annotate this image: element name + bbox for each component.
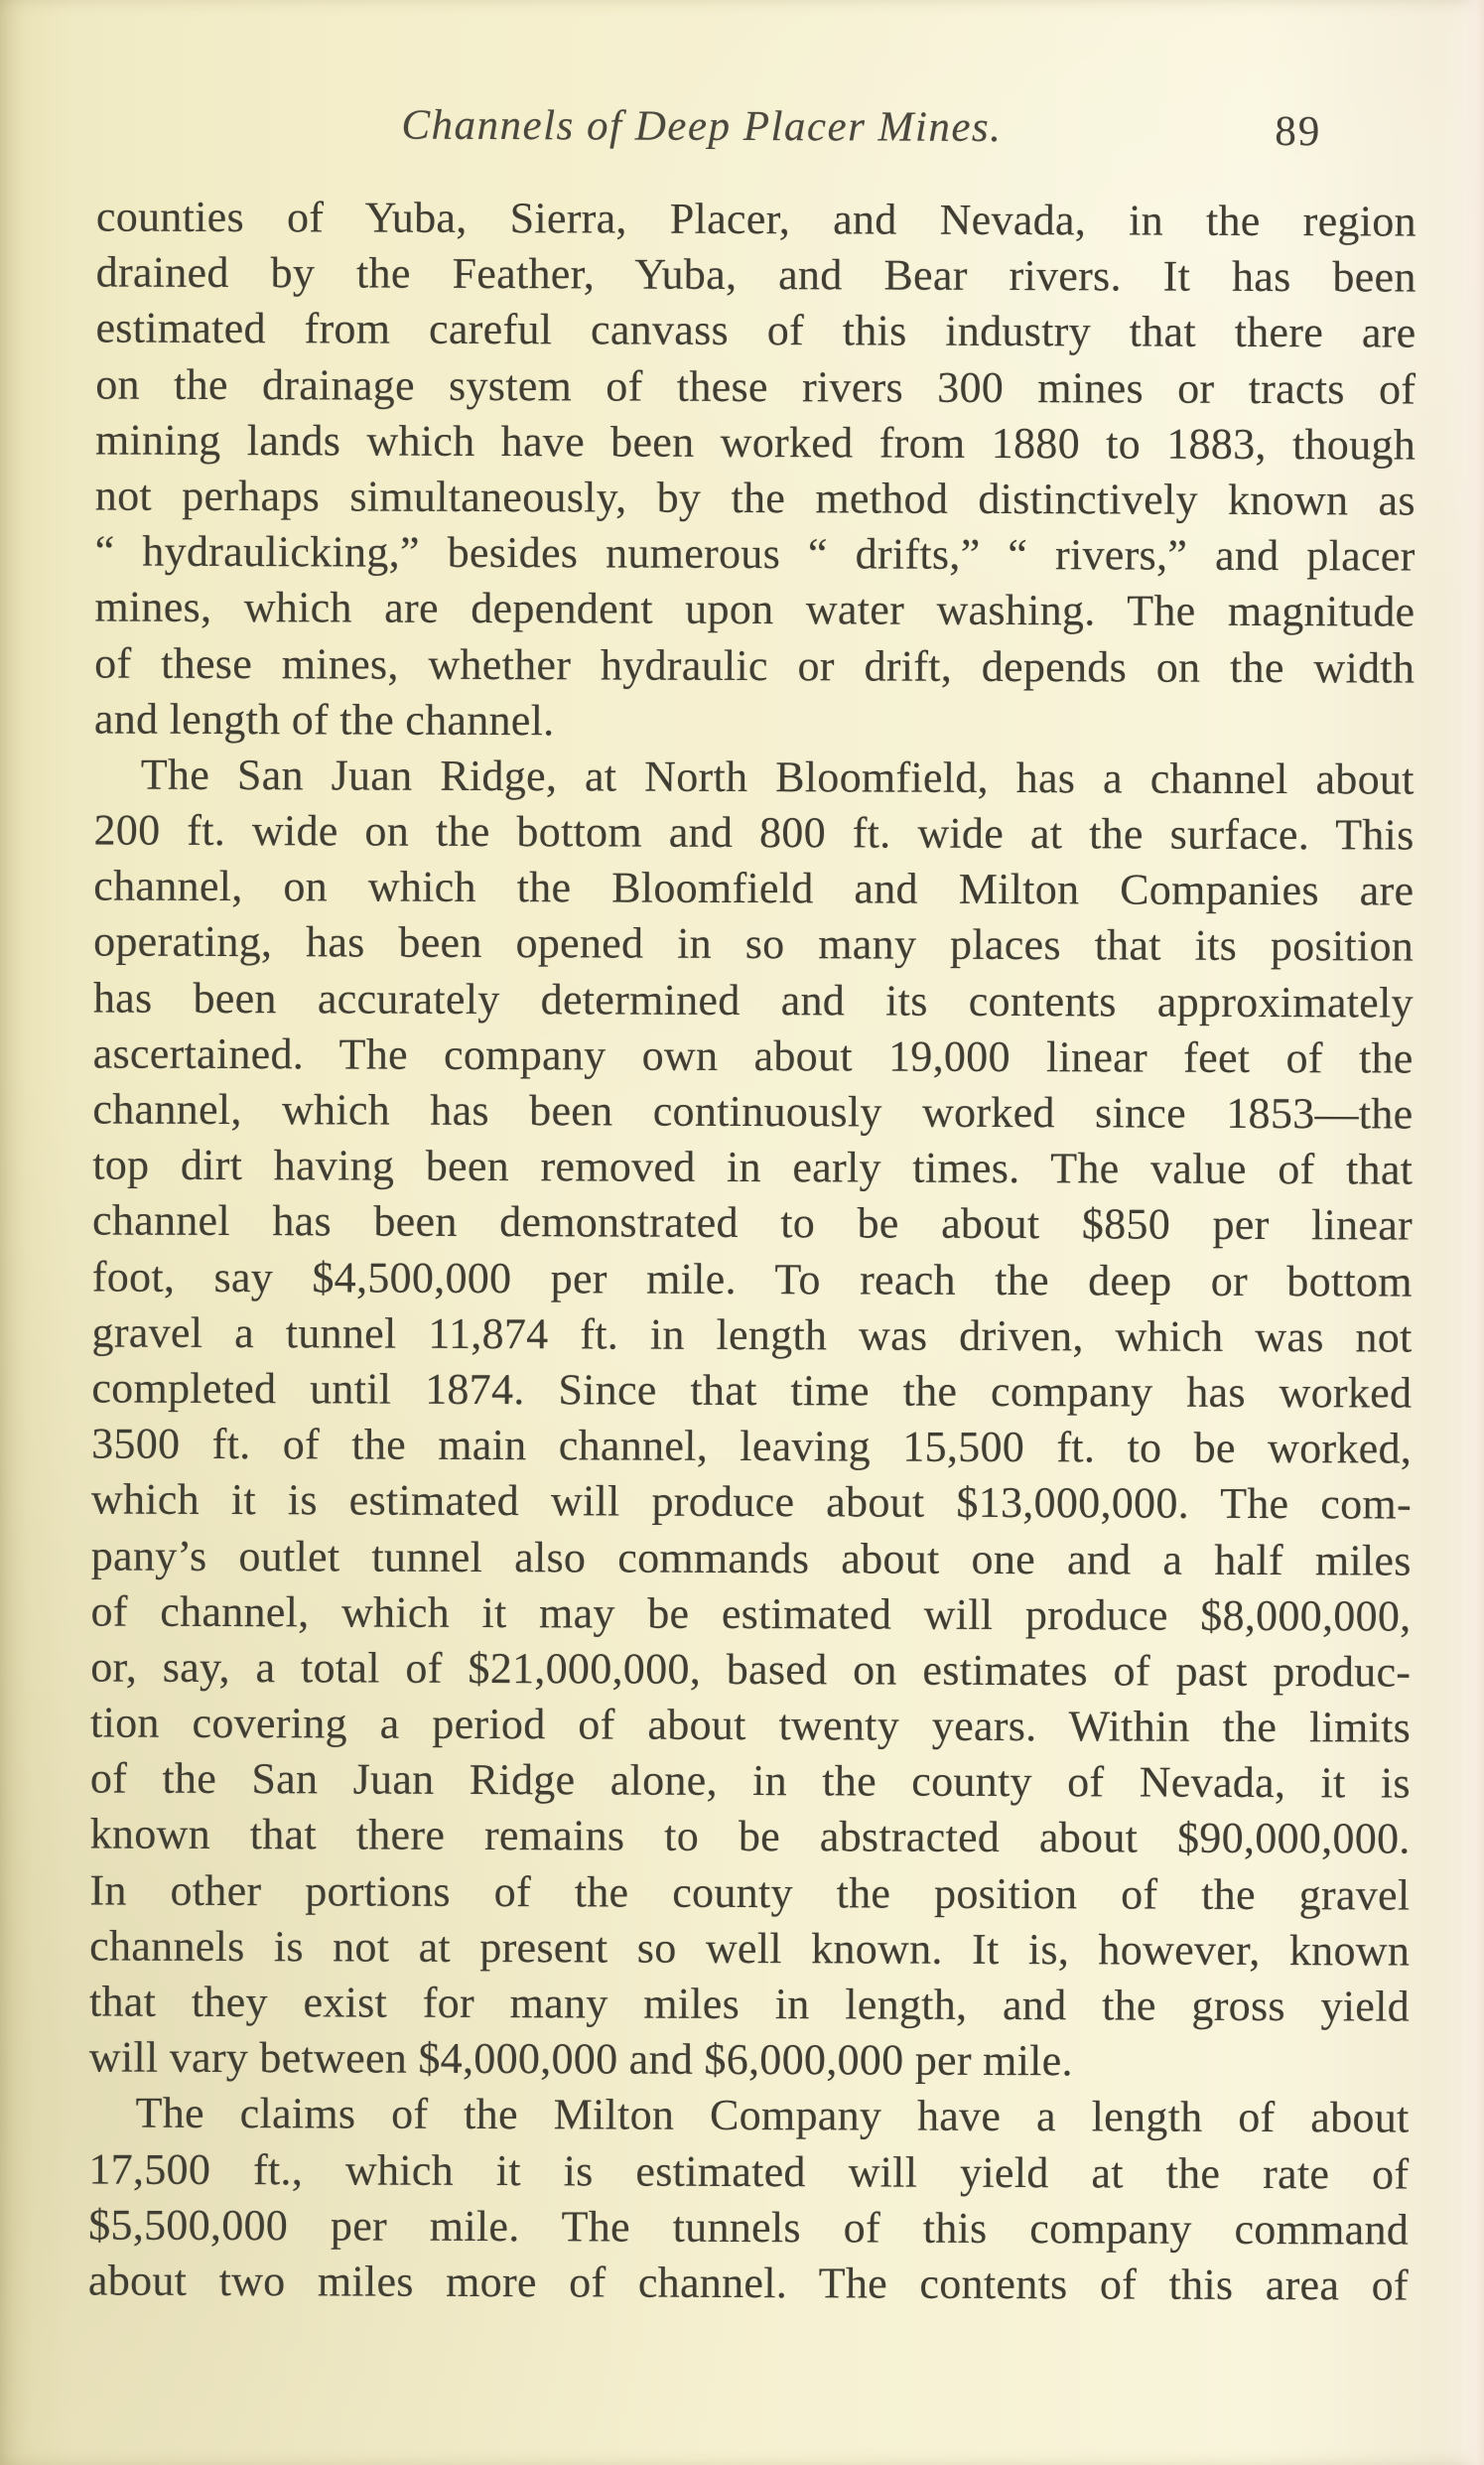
text-line: channel, which has been continuously worked since 1853—the [92, 1084, 1414, 1139]
text-line: of the San Juan Ridge alone, in the county of Nevada, it is [89, 1753, 1411, 1808]
text-block [88, 189, 1417, 2313]
paragraph [89, 747, 1415, 2091]
text-line: which it is estimated will produce about $13,000,000. The com- [90, 1474, 1413, 1529]
text-line: mines, which are dependent upon water washing. The magnitude [94, 582, 1416, 636]
text-line: will vary between $4,000,000 and $6,000,000 per mile. [88, 2032, 1073, 2086]
text-line: and length of the channel. [93, 694, 555, 745]
page-number: 89 [1275, 108, 1322, 156]
text-line: channels is not at present so well known. It is, however, known [89, 1921, 1411, 1976]
text-line: The San Juan Ridge, at North Bloomfield, has a channel about [140, 750, 1415, 804]
running-header [4, 0, 1484, 182]
text-line: of these mines, whether hydraulic or drift, depends on the width [94, 637, 1416, 693]
text-line: about two miles more of channel. The contents of this area of [87, 2256, 1410, 2310]
text-line: The claims of the Milton Company have a length of about [135, 2089, 1410, 2142]
text-line: drained by the Feather, Yuba, and Bear rivers. It has been [95, 247, 1417, 302]
text-line: In other portions of the county the position of the gravel [89, 1865, 1411, 1920]
text-line: not perhaps simultaneously, by the method distinctively known as [94, 471, 1416, 525]
text-line: that they exist for many miles in length, and the gross yield [88, 1977, 1411, 2031]
text-line: of channel, which it may be estimated will produce $8,000,000, [90, 1586, 1412, 1641]
text-line: channel, on which the Bloomfield and Milton Companies are [93, 861, 1415, 915]
text-line: estimated from careful canvass of this industry that there are [95, 303, 1417, 357]
text-line: has been accurately determined and its contents approximately [92, 973, 1414, 1027]
text-line: 200 ft. wide on the bottom and 800 ft. wide at the surface. This [93, 805, 1415, 860]
text-line: gravel a tunnel 11,874 ft. in length was driven, which was not [91, 1307, 1413, 1362]
text-line: or, say, a total of $21,000,000, based on estimates of past produc- [90, 1642, 1412, 1697]
text-line: mining lands which have been worked from 1880 to 1883, though [94, 415, 1417, 470]
text-line: “ hydraulicking,” besides numerous “ drifts,” “ rivers,” and placer [94, 526, 1416, 581]
text-line: $5,500,000 per mile. The tunnels of this company command [88, 2200, 1410, 2255]
text-line: on the drainage system of these rivers 300 mines or tracts of [95, 359, 1417, 414]
paragraph [94, 189, 1417, 752]
page-header-title: Channels of Deep Placer Mines. [401, 101, 1003, 151]
text-line: counties of Yuba, Sierra, Placer, and Nevada, in the region [95, 192, 1417, 246]
text-line: ascertained. The company own about 19,000 linear feet of the [92, 1028, 1414, 1083]
text-line: pany’s outlet tunnel also commands about one and a half miles [90, 1530, 1412, 1585]
text-line: completed until 1874. Since that time the company has worked [91, 1363, 1413, 1418]
text-line: top dirt having been removed in early times. The value of that [92, 1140, 1414, 1194]
text-line: tion covering a period of about twenty years. Within the limits [90, 1698, 1412, 1752]
text-line: 3500 ft. of the main channel, leaving 15,500 ft. to be worked, [91, 1419, 1413, 1473]
text-line: operating, has been opened in so many places that its position [93, 916, 1415, 972]
text-line: 17,500 ft., which it is estimated will yield at the rate of [88, 2144, 1410, 2199]
paragraph [88, 2086, 1410, 2314]
text-line: foot, say $4,500,000 per mile. To reach the deep or bottom [91, 1252, 1413, 1306]
text-line: known that there remains to be abstracted about $90,000,000. [89, 1809, 1411, 1864]
text-line: channel has been demonstrated to be about $850 per linear [91, 1195, 1414, 1250]
